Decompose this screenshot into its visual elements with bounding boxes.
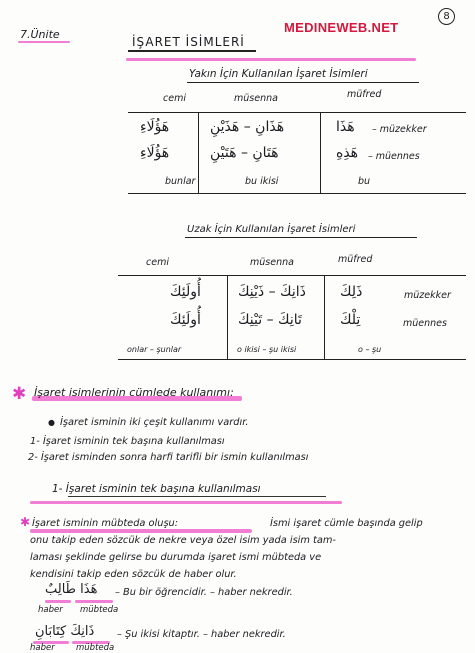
example-2-text: – Şu ikisi kitaptır. – haber nekredir. — [117, 629, 286, 640]
far-label-fem: müennes — [403, 318, 447, 329]
example-2-arabic: ذَانِكَ كِتَابَانِ — [35, 624, 95, 639]
far-table-divider-2 — [324, 275, 325, 360]
usage-item-2: 2- İşaret isminden sonra harfi tarifli bir ismin kullanılması — [28, 452, 309, 463]
near-dual-masc: هَذَانِ – هَذَيْنِ — [210, 119, 285, 135]
far-dual-masc: ذَانِكَ – ذَيْنِكَ — [238, 284, 306, 300]
mubteda-line-4: kendisini takip eden sözcük de haber olur. — [30, 569, 237, 580]
brand-watermark: MEDINEWEB.NET — [284, 20, 399, 35]
far-heading-underline — [185, 237, 417, 238]
example-2-haber-label: haber — [30, 643, 55, 653]
far-plural-masc: أُولَئِكَ — [170, 284, 201, 300]
usage-heading: İşaret isimlerinin cümlede kullanımı: — [34, 386, 234, 399]
near-singular-fem: هَذِهِ — [336, 145, 359, 161]
example-1-mubteda-label: mübteda — [80, 605, 119, 615]
mubteda-line-3: laması şeklinde gelirse bu durumda işaret ismi mübteda ve — [30, 552, 322, 563]
mubteda-title-highlight — [30, 529, 252, 533]
far-plural-fem: أُولَئِكَ — [170, 312, 201, 328]
near-table-divider-1 — [198, 112, 199, 194]
title-underline — [128, 50, 256, 52]
far-label-masc: müzekker — [404, 290, 451, 301]
unit-label: 7.Ünite — [20, 28, 60, 41]
example-2-mubteda-label: mübteda — [76, 643, 115, 653]
usage-sub-heading: 1- İşaret isminin tek başına kullanılması — [52, 483, 261, 495]
near-singular-masc: هَذَا — [336, 119, 355, 135]
far-meaning-dual: o ikisi – şu ikisi — [237, 345, 297, 354]
near-col-singular: müfred — [347, 89, 382, 100]
near-meaning-plural: bunlar — [165, 176, 196, 187]
near-section-heading: Yakın İçin Kullanılan İşaret İsimleri — [189, 68, 368, 80]
star-icon-2: ✱ — [20, 515, 31, 529]
far-meaning-plural: onlar – şunlar — [127, 345, 182, 354]
example-1-arabic: هَذَا طَالِبٌ — [45, 582, 98, 597]
far-table-divider-1 — [227, 275, 228, 360]
page-number: 8 — [438, 8, 455, 25]
mubteda-line-2: onu takip eden sözcük de nekre veya özel isim yada isim tam- — [30, 535, 336, 546]
example-1-haber-label: haber — [38, 605, 63, 615]
far-col-singular: müfred — [338, 254, 373, 265]
usage-intro: İşaret isminin iki çeşit kullanımı vardır. — [60, 417, 249, 428]
far-singular-masc: ذَلِكَ — [340, 284, 363, 300]
title-highlight — [126, 58, 416, 61]
far-dual-fem: تَانِكَ – تَيْنِكَ — [238, 312, 302, 328]
far-col-dual: müsenna — [250, 257, 294, 268]
near-col-dual: müsenna — [234, 93, 278, 104]
near-meaning-singular: bu — [358, 176, 371, 187]
example-1-text: – Bu bir öğrencidir. – haber nekredir. — [115, 587, 293, 598]
example-1-underline-b — [75, 600, 113, 603]
far-singular-fem: تِلْكَ — [340, 312, 361, 328]
near-label-masc: – müzekker — [372, 124, 427, 135]
sub-heading-underline — [68, 496, 326, 497]
page-title: İŞARET İSİMLERİ — [132, 35, 245, 49]
usage-item-1: 1- İşaret isminin tek başına kullanılması — [30, 436, 225, 447]
example-1-underline-a — [45, 600, 71, 603]
far-meaning-singular: o – şu — [358, 345, 382, 354]
mubteda-title: İşaret isminin mübteda oluşu: — [32, 518, 179, 529]
mubteda-line-1: İsmi işaret cümle başında gelip — [270, 518, 423, 529]
near-meaning-dual: bu ikisi — [245, 176, 279, 187]
bullet-icon: ● — [48, 418, 55, 427]
near-label-fem: – müennes — [368, 151, 420, 162]
far-col-plural: cemi — [146, 257, 169, 268]
near-plural-fem: هَؤُلَاءِ — [140, 145, 170, 161]
near-table-divider-2 — [320, 112, 321, 194]
sub-heading-highlight — [30, 501, 342, 504]
near-col-plural: cemi — [163, 93, 186, 104]
near-plural-masc: هَؤُلَاءِ — [140, 119, 170, 135]
far-section-heading: Uzak İçin Kullanılan İşaret İsimleri — [187, 224, 356, 235]
near-heading-underline — [187, 82, 419, 83]
near-dual-fem: هَتَانِ – هَتَيْنِ — [210, 145, 279, 161]
unit-underline — [18, 41, 70, 43]
star-icon: ✱ — [12, 384, 27, 404]
